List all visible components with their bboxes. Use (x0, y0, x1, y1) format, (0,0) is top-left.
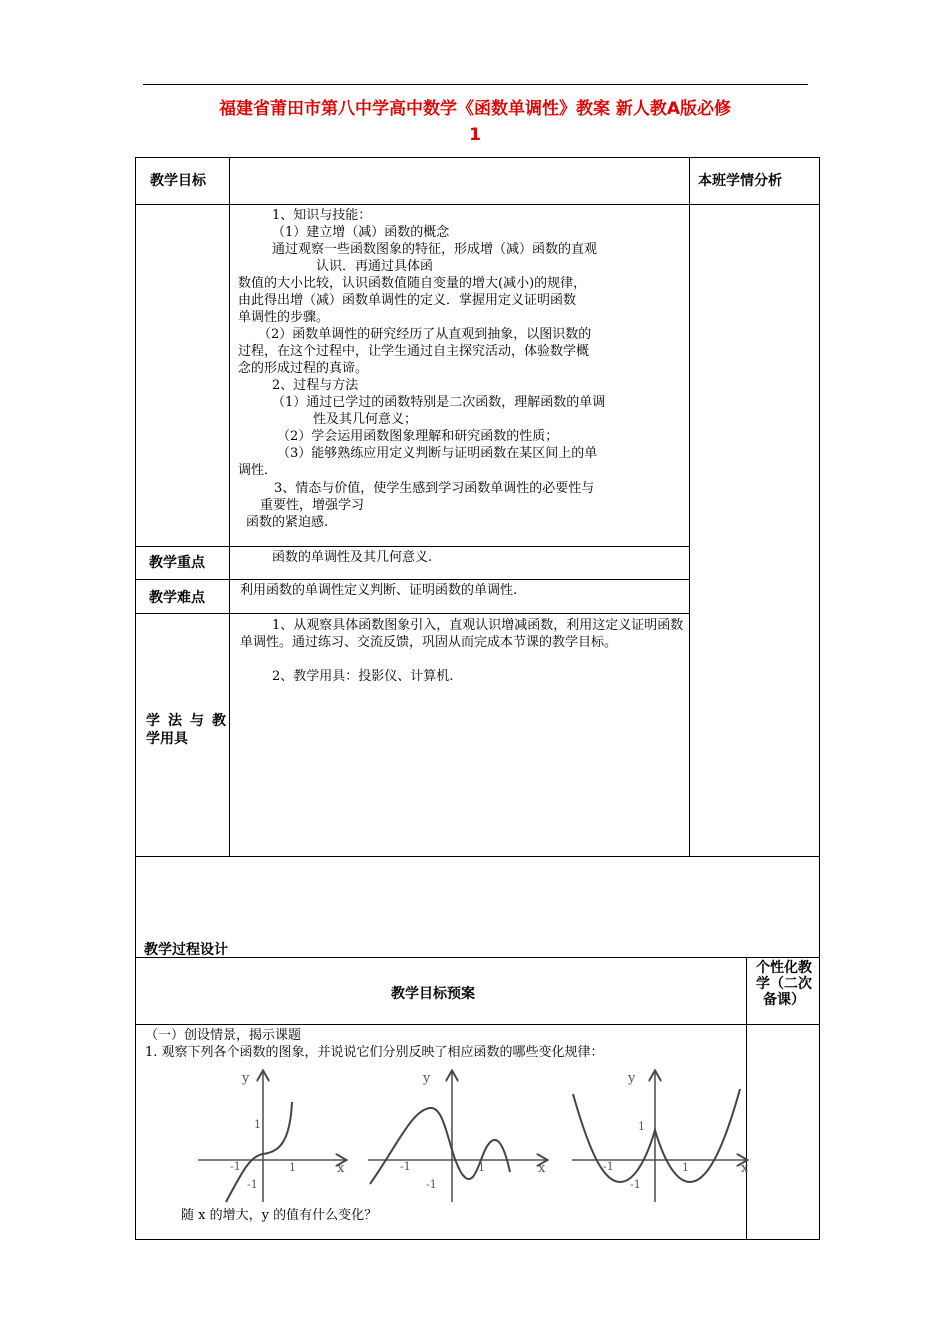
graph1-tick-y1: 1 (254, 1118, 261, 1131)
goal-line: （1）通过已学过的函数特别是二次函数，理解函数的单调 (272, 395, 606, 410)
graph1-tick-xneg: -1 (230, 1160, 241, 1173)
graph2-tick-x1: 1 (478, 1161, 485, 1174)
graph-cubic (198, 1072, 345, 1202)
teaching-goal-header: 教学目标 (150, 173, 206, 189)
goal-line: 由此得出增（减）函数单调性的定义．掌握用定义证明函数 (238, 293, 577, 308)
graph1-tick-yneg: -1 (247, 1178, 258, 1191)
difficulty-label: 教学难点 (149, 590, 205, 606)
graph3-x-label: x (741, 1161, 749, 1176)
goal-line: 调性． (238, 463, 278, 478)
document-title (140, 96, 810, 148)
goal-line: 2、过程与方法 (272, 378, 359, 393)
graph1-x-label: x (337, 1161, 345, 1176)
title-line-1: 福建省莆田市第八中学高中数学《函数单调性》教案 新人教A版必修 (218, 99, 732, 119)
class-analysis-header: 本班学情分析 (698, 173, 782, 189)
graph3-tick-y1: 1 (638, 1120, 645, 1133)
graph-w-shape (572, 1072, 746, 1202)
graph1-tick-x1: 1 (289, 1161, 296, 1174)
graph2-y-label: y (423, 1071, 431, 1086)
section-title: （一）创设情景，揭示课题 (145, 1028, 302, 1043)
graph3-y-label: y (628, 1071, 636, 1086)
title-line-2: 1 (469, 125, 481, 145)
goal-line: （1）建立增（减）函数的概念 (272, 225, 450, 240)
goal-line: 认识．再通过具体函 (316, 259, 434, 274)
graph2-tick-yneg: -1 (426, 1178, 437, 1191)
function-graphs (190, 1064, 750, 1204)
method-paragraph-1: 1、从观察具体函数图象引入，直观认识增减函数，利用这定义证明函数单调性。通过练习、交流反馈，巩固从而完成本节课的教学目标。 (240, 618, 684, 650)
goal-line: 重要性，增强学习 (260, 498, 365, 513)
key-point-text: 函数的单调性及其几何意义. (272, 550, 433, 565)
goal-line: （3）能够熟练应用定义判断与证明函数在某区间上的单 (277, 446, 598, 461)
graph-wave (368, 1072, 546, 1202)
graph2-x-label: x (538, 1161, 546, 1176)
question-observe: 1. 观察下列各个函数的图象，并说说它们分别反映了相应函数的哪些变化规律： (145, 1045, 604, 1060)
goal-line: 3、情态与价值，使学生感到学习函数单调性的必要性与 (274, 481, 595, 496)
process-design-label: 教学过程设计 (144, 942, 228, 958)
goal-line: 通过观察一些函数图象的特征，形成增（减）函数的直观 (272, 242, 598, 257)
method-paragraph-2: 2、教学用具：投影仪、计算机. (272, 669, 454, 684)
plan-header: 教学目标预案 (391, 986, 475, 1002)
key-point-label: 教学重点 (149, 555, 205, 571)
goal-line: 函数的紧迫感. (246, 515, 329, 530)
goal-line: 念的形成过程的真谛。 (238, 361, 369, 376)
method-tools-label: 学 法 与 教 学用具 (146, 713, 226, 747)
graph3-tick-yneg: -1 (630, 1178, 641, 1191)
goal-line: （2）学会运用函数图象理解和研究函数的性质； (277, 429, 559, 444)
graph3-tick-x1: 1 (682, 1161, 689, 1174)
personalized-teaching-header: 个性化教学（二次备课） (756, 960, 812, 1008)
goal-line: 数值的大小比较，认识函数值随自变量的增大(减小)的规律， (238, 276, 587, 291)
difficulty-text: 利用函数的单调性定义判断、证明函数的单调性. (240, 583, 518, 598)
goal-line: 1、知识与技能： (272, 208, 372, 223)
goal-line: 性及其几何意义； (313, 412, 418, 427)
header-rule (143, 84, 808, 85)
graph3-tick-xneg: -1 (603, 1160, 614, 1173)
graph1-y-label: y (242, 1071, 250, 1086)
goal-line: 过程，在这个过程中，让学生通过自主探究活动，体验数学概 (238, 344, 590, 359)
goal-line: 单调性的步骤。 (238, 310, 330, 325)
graph2-tick-xneg: -1 (400, 1160, 411, 1173)
question-change: 随 x 的增大，y 的值有什么变化？ (181, 1208, 378, 1223)
goal-line: （2）函数单调性的研究经历了从直观到抽象，以图识数的 (258, 327, 592, 342)
